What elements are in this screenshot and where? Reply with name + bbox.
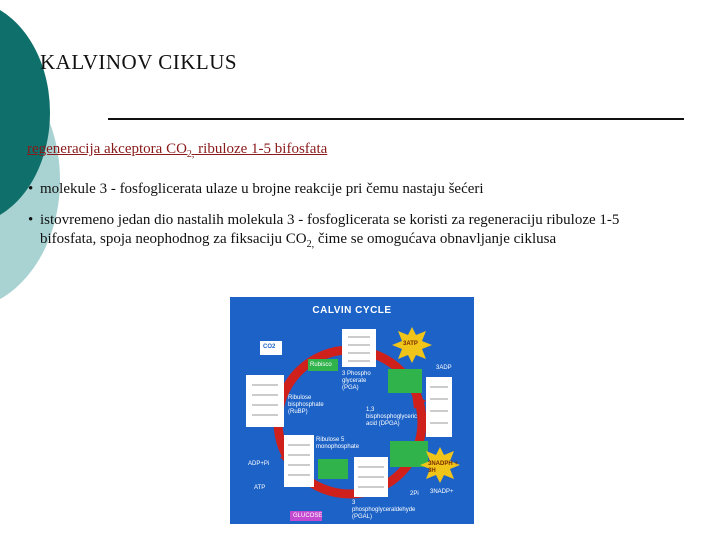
label-badge xyxy=(318,459,348,479)
g3p-label: 3 phosphoglyceraldehyde (PGAL) xyxy=(352,500,416,520)
co2-label: CO2 xyxy=(263,344,276,350)
bullet-text: molekule 3 - fosfoglicerata ulaze u brojne reakcije pri čemu nastaju šećeri xyxy=(40,181,484,197)
atp-top-label: 3ATP xyxy=(403,341,418,347)
molecule-card xyxy=(284,435,314,487)
slide-subtitle xyxy=(27,141,327,160)
subtitle-text-pre: regeneracija akceptora CO xyxy=(27,141,187,157)
subtitle-subscript: 2, xyxy=(186,149,195,160)
molecule-card xyxy=(246,375,284,427)
bullet-glyph: • xyxy=(28,212,34,228)
label-badge xyxy=(388,369,422,393)
glucose-label: GLUCOSE xyxy=(293,513,323,519)
molecule-card xyxy=(426,377,452,437)
slide-title: KALVINOV CIKLUS xyxy=(40,50,238,74)
bullet-glyph: • xyxy=(28,181,34,197)
nadph-label: 3NADPH + 3H xyxy=(428,461,458,474)
bullet-text-pre: istovremeno jedan dio nastalih molekula 3 - fosfoglicerata se koristi za regeneraciju ribuloze 1-5 bifosfata, spoja neophodnog za fiksaciju CO xyxy=(40,212,620,247)
pga-label: 3 Phospho glycerate (PGA) xyxy=(342,371,371,391)
calvin-cycle-diagram xyxy=(230,297,474,524)
rubp-label: Ribulose bisphosphate (RuBP) xyxy=(288,395,324,415)
bpg-label: 1,3 bisphosphoglyceric acid (DPGA) xyxy=(366,407,418,427)
rubisco-label: Rubisco xyxy=(310,362,332,368)
adp-top-label: 3ADP xyxy=(436,365,452,371)
ru5p-label: Ribulose 5 monophosphate xyxy=(316,437,360,450)
title-divider xyxy=(108,118,684,120)
bullet-subscript: 2, xyxy=(306,239,315,250)
nadp-label: 3NADP+ xyxy=(430,489,454,495)
label-badge xyxy=(390,441,428,467)
bullet-text-post: čime se omogućava obnavljanje ciklusa xyxy=(314,231,557,247)
diagram-title: CALVIN CYCLE xyxy=(312,305,392,316)
pi-label: 2Pi xyxy=(410,491,419,497)
bullet-item xyxy=(28,180,678,199)
atp-left-label: ATP xyxy=(254,485,266,491)
subtitle-text-post: ribuloze 1-5 bifosfata xyxy=(194,141,328,157)
bullet-list xyxy=(28,180,678,266)
bullet-item xyxy=(28,211,678,254)
adp-left-label: ADP+Pi xyxy=(248,461,270,467)
